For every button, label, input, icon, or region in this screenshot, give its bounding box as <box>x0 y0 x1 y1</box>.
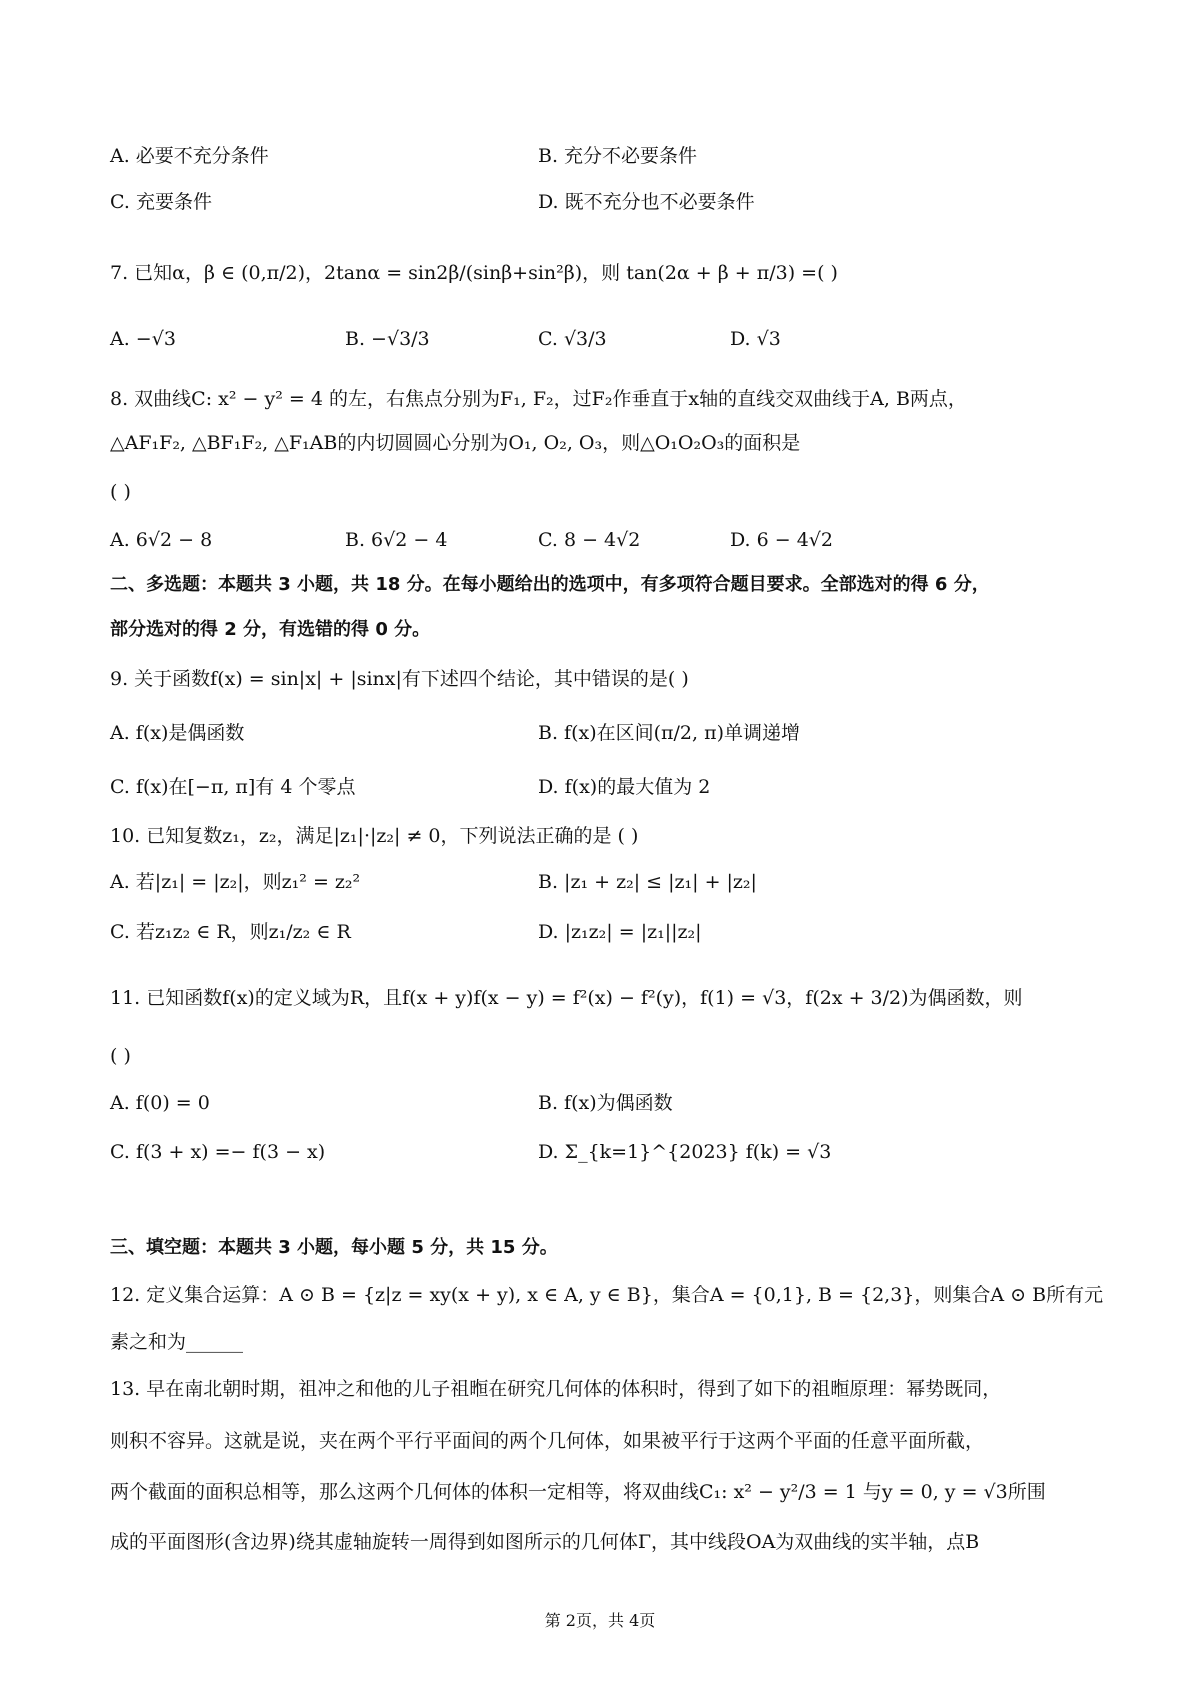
q8-line-3: ( ) <box>110 481 131 503</box>
q6-option-a: A. 必要不充分条件 <box>110 145 269 167</box>
q7-stem: 7. 已知α，β ∈ (0,π/2)，2tanα = sin2β/(sinβ+sin²β)，则 tan(2α + β + π/3) =( ) <box>110 262 838 284</box>
q13-line-1: 13. 早在南北朝时期，祖冲之和他的儿子祖暅在研究几何体的体积时，得到了如下的祖暅原理：幂势既同， <box>110 1378 1002 1400</box>
q11-option-a: A. f(0) = 0 <box>110 1092 210 1114</box>
q7-option-b: B. −√3/3 <box>345 328 430 350</box>
section-3-heading: 三、填空题：本题共 3 小题，每小题 5 分，共 15 分。 <box>110 1237 558 1258</box>
q12-line-1: 12. 定义集合运算：A ⊙ B = {z|z = xy(x + y), x ∈ A, y ∈ B}，集合A = {0,1}, B = {2,3}，则集合A ⊙ B所有元 <box>110 1284 1104 1306</box>
q9-option-c: C. f(x)在[−π, π]有 4 个零点 <box>110 776 356 798</box>
q9-stem: 9. 关于函数f(x) = sin|x| + |sinx|有下述四个结论，其中错误的是( ) <box>110 668 689 690</box>
q11-option-c: C. f(3 + x) =− f(3 − x) <box>110 1141 326 1163</box>
q13-line-3: 两个截面的面积总相等，那么这两个几何体的体积一定相等，将双曲线C₁: x² − y²/3 = 1 与y = 0, y = √3所围 <box>110 1481 1046 1503</box>
q11-option-b: B. f(x)为偶函数 <box>538 1092 673 1114</box>
section-2-heading-line-1: 二、多选题：本题共 3 小题，共 18 分。在每小题给出的选项中，有多项符合题目要求。全部选对的得 6 分， <box>110 574 990 595</box>
q8-option-c: C. 8 − 4√2 <box>538 529 641 551</box>
q8-option-d: D. 6 − 4√2 <box>730 529 834 551</box>
q8-option-b: B. 6√2 − 4 <box>345 529 448 551</box>
q7-option-a: A. −√3 <box>110 328 176 350</box>
q11-option-d: D. Σ_{k=1}^{2023} f(k) = √3 <box>538 1141 832 1163</box>
q12-line-2: 素之和为______ <box>110 1331 244 1353</box>
q9-option-b: B. f(x)在区间(π/2, π)单调递增 <box>538 722 800 744</box>
q8-option-a: A. 6√2 − 8 <box>110 529 213 551</box>
q10-option-d: D. |z₁z₂| = |z₁||z₂| <box>538 921 702 943</box>
q11-line-1: 11. 已知函数f(x)的定义域为R，且f(x + y)f(x − y) = f²(x) − f²(y)，f(1) = √3，f(2x + 3/2)为偶函数，则 <box>110 987 1023 1009</box>
q6-option-c: C. 充要条件 <box>110 191 212 213</box>
q6-option-b: B. 充分不必要条件 <box>538 145 698 167</box>
q13-line-2: 则积不容异。这就是说，夹在两个平行平面间的两个几何体，如果被平行于这两个平面的任意平面所截， <box>110 1430 985 1452</box>
q13-line-4: 成的平面图形(含边界)绕其虚轴旋转一周得到如图所示的几何体Γ，其中线段OA为双曲线的实半轴，点B <box>110 1531 980 1553</box>
section-2-heading-line-2: 部分选对的得 2 分，有选错的得 0 分。 <box>110 619 431 640</box>
q8-line-2: △AF₁F₂, △BF₁F₂, △F₁AB的内切圆圆心分别为O₁, O₂, O₃，则△O₁O₂O₃的面积是 <box>110 432 801 454</box>
q11-line-2: ( ) <box>110 1045 131 1067</box>
q9-option-a: A. f(x)是偶函数 <box>110 722 245 744</box>
page-footer: 第 2页，共 4页 <box>544 1611 656 1630</box>
q6-option-d: D. 既不充分也不必要条件 <box>538 191 755 213</box>
q9-option-d: D. f(x)的最大值为 2 <box>538 776 711 798</box>
q10-option-b: B. |z₁ + z₂| ≤ |z₁| + |z₂| <box>538 871 757 893</box>
q10-option-c: C. 若z₁z₂ ∈ R，则z₁/z₂ ∈ R <box>110 921 351 943</box>
q10-option-a: A. 若|z₁| = |z₂|，则z₁² = z₂² <box>110 871 361 893</box>
q10-stem: 10. 已知复数z₁，z₂，满足|z₁|·|z₂| ≠ 0，下列说法正确的是 ( ) <box>110 825 639 847</box>
q8-line-1: 8. 双曲线C: x² − y² = 4 的左，右焦点分别为F₁, F₂，过F₂作垂直于x轴的直线交双曲线于A, B两点， <box>110 388 967 410</box>
q7-option-d: D. √3 <box>730 328 781 350</box>
q7-option-c: C. √3/3 <box>538 328 607 350</box>
